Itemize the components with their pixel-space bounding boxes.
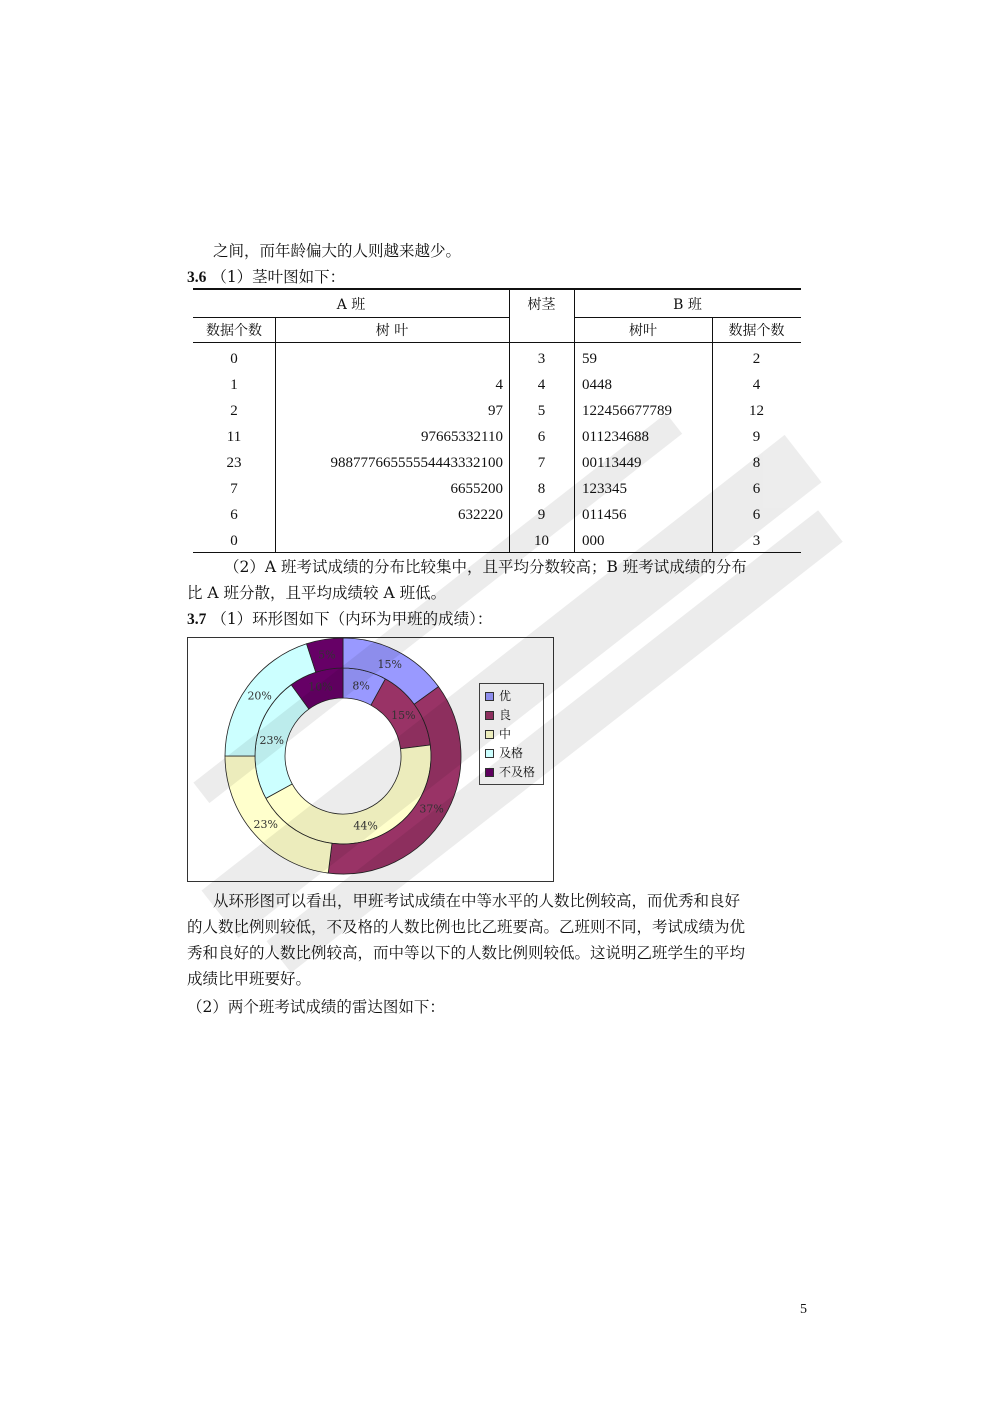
legend-swatch [485, 768, 494, 777]
para-3-7-line-1: 从环形图可以看出，甲班考试成绩在中等水平的人数比例较高，而优秀和良好 [213, 892, 741, 910]
header-b-count: 数据个数 [728, 323, 785, 339]
header-a-class: A 班 [336, 297, 366, 313]
intro-line: 之间，而年龄偏大的人则越来越少。 [213, 242, 462, 260]
legend-swatch [485, 749, 494, 758]
stem-cell: 7 [537, 455, 546, 471]
a-leaf-cell: 97 [488, 403, 503, 419]
chart-legend [479, 683, 544, 785]
a-leaf-cell: 4 [495, 377, 503, 393]
legend-item [485, 686, 511, 706]
a-leaf-cell: 632220 [458, 507, 503, 523]
legend-swatch [485, 692, 494, 701]
a-leaf-cell: 6655200 [450, 481, 503, 497]
outer-ring-label: 5% [318, 648, 336, 662]
outer-ring-label: 37% [419, 802, 444, 816]
a-count-cell: 6 [230, 507, 238, 523]
b-count-cell: 3 [752, 533, 761, 549]
b-leaf-cell: 0448 [582, 377, 612, 393]
header-stem: 树茎 [527, 297, 556, 313]
section-title: （1）茎叶图如下： [211, 268, 346, 286]
b-count-cell: 6 [752, 507, 761, 523]
a-count-cell: 23 [226, 455, 242, 471]
legend-item [485, 724, 511, 744]
page-number: 5 [800, 1302, 807, 1317]
inner-ring-label: 8% [352, 679, 370, 693]
a-count-cell: 0 [230, 533, 238, 549]
a-count-cell: 7 [230, 481, 238, 497]
b-leaf-cell: 59 [582, 351, 597, 367]
b-leaf-cell: 011234688 [582, 429, 649, 445]
stem-cell: 5 [537, 403, 546, 419]
outer-ring-label: 23% [253, 818, 278, 832]
para-3-7-line-4: 成绩比甲班要好。 [187, 970, 312, 988]
b-count-cell: 4 [752, 377, 761, 393]
header-b-class: B 班 [673, 297, 702, 313]
a-count-cell: 1 [230, 377, 238, 393]
section-number: 3.7 [187, 611, 207, 628]
a-count-cell: 2 [230, 403, 238, 419]
a-leaf-cell: 97665332110 [421, 429, 503, 445]
legend-label: 优 [499, 689, 512, 703]
para-3-6-2-line-2: 比 A 班分散，且平均成绩较 A 班低。 [187, 584, 447, 602]
para-3-7-line-2: 的人数比例则较低，不及格的人数比例也比乙班要高。乙班则不同，考试成绩为优 [187, 918, 746, 936]
stem-cell: 6 [537, 429, 546, 445]
a-count-cell: 11 [226, 429, 242, 445]
stem-cell: 8 [537, 481, 546, 497]
b-count-cell: 9 [752, 429, 761, 445]
a-leaf-cell: 98877766555554443332100 [330, 455, 503, 471]
header-b-leaf: 树叶 [629, 323, 657, 339]
b-leaf-cell: 122456677789 [582, 403, 672, 419]
legend-label: 及格 [499, 746, 524, 760]
b-leaf-cell: 000 [582, 533, 605, 549]
outer-ring-label: 20% [247, 689, 272, 703]
outer-ring-label: 15% [377, 658, 402, 672]
stem-cell: 10 [534, 533, 549, 549]
inner-ring-label: 10% [308, 680, 333, 694]
a-count-cell: 0 [230, 351, 238, 367]
legend-label: 中 [499, 727, 512, 741]
b-leaf-cell: 00113449 [582, 455, 642, 471]
section-number: 3.6 [187, 269, 207, 286]
legend-item [485, 743, 523, 763]
header-a-count: 数据个数 [206, 323, 262, 339]
stem-cell: 4 [537, 377, 546, 393]
inner-ring-label: 23% [259, 734, 284, 748]
para-3-6-2-line-1: （2）A 班考试成绩的分布比较集中，且平均分数较高；B 班考试成绩的分布 [224, 558, 747, 576]
b-count-cell: 8 [752, 455, 761, 471]
legend-swatch [485, 711, 494, 720]
para-3-7-line-3: 秀和良好的人数比例较高，而中等以下的人数比例则较低。这说明乙班学生的平均 [187, 944, 746, 962]
legend-item [485, 705, 511, 725]
section-title: （1）环形图如下（内环为甲班的成绩）： [211, 610, 493, 628]
stem-cell: 3 [537, 351, 546, 367]
b-leaf-cell: 011456 [582, 507, 627, 523]
b-count-cell: 6 [752, 481, 761, 497]
stem-cell: 9 [537, 507, 546, 523]
legend-swatch [485, 730, 494, 739]
section-3-7-2-line: （2）两个班考试成绩的雷达图如下： [187, 998, 445, 1016]
header-a-leaf: 树 叶 [375, 323, 409, 339]
b-leaf-cell: 123345 [582, 481, 627, 497]
legend-item [485, 762, 535, 782]
b-count-cell: 12 [749, 403, 764, 419]
legend-label: 良 [499, 708, 512, 722]
inner-ring-label: 44% [353, 819, 378, 833]
b-count-cell: 2 [752, 351, 761, 367]
legend-label: 不及格 [499, 765, 536, 779]
inner-ring-label: 15% [391, 708, 416, 722]
